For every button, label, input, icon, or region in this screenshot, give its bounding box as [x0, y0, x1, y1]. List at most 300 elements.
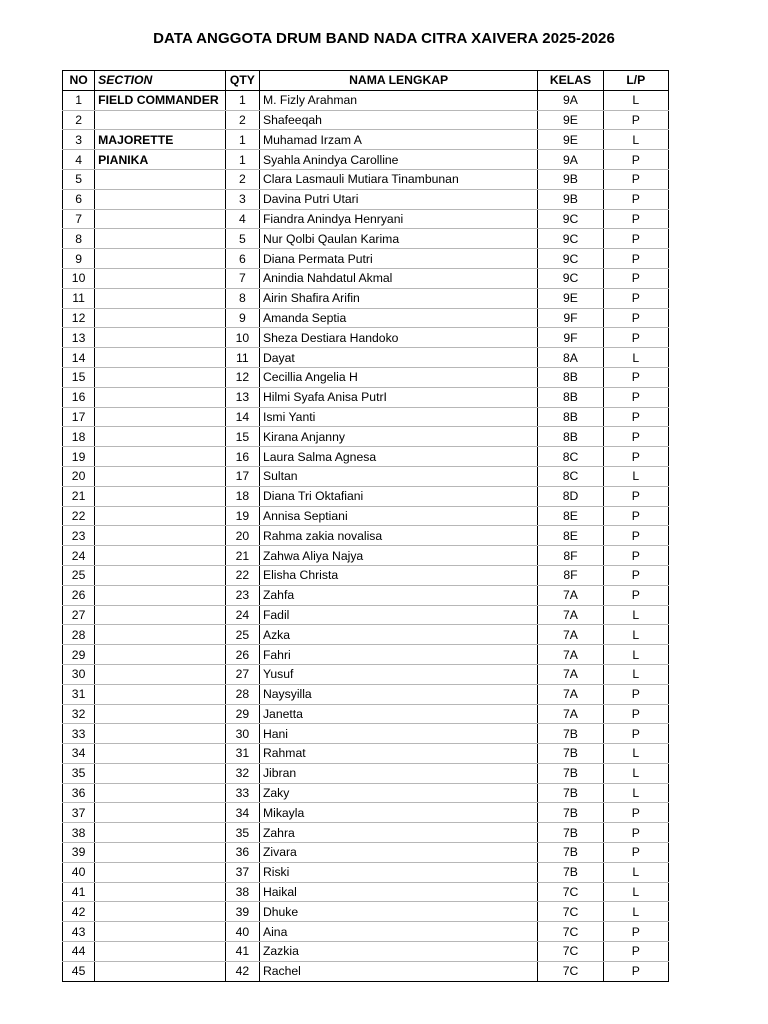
row-name: Airin Shafira Arifin [259, 288, 537, 308]
row-no: 38 [63, 823, 95, 843]
header-lp: L/P [603, 71, 668, 91]
row-name: Mikayla [259, 803, 537, 823]
row-no: 14 [63, 348, 95, 368]
row-kelas: 7A [538, 704, 603, 724]
table-row [63, 961, 669, 981]
row-kelas: 7B [538, 744, 603, 764]
row-qty: 1 [225, 90, 259, 110]
table-row [63, 427, 669, 447]
row-name: Annisa Septiani [259, 506, 537, 526]
row-qty: 40 [225, 922, 259, 942]
table-row [63, 546, 669, 566]
row-kelas: 7A [538, 684, 603, 704]
row-lp: L [603, 348, 668, 368]
row-qty: 38 [225, 882, 259, 902]
row-lp: P [603, 704, 668, 724]
row-qty: 22 [225, 565, 259, 585]
row-name: Anindia Nahdatul Akmal [259, 268, 537, 288]
row-no: 7 [63, 209, 95, 229]
row-lp: L [603, 130, 668, 150]
row-lp: P [603, 189, 668, 209]
row-name: M. Fizly Arahman [259, 90, 537, 110]
row-section [95, 882, 226, 902]
row-kelas: 8B [538, 367, 603, 387]
row-qty: 8 [225, 288, 259, 308]
row-section [95, 348, 226, 368]
row-lp: L [603, 882, 668, 902]
row-name: Diana Permata Putri [259, 249, 537, 269]
table-row [63, 506, 669, 526]
table-row [63, 150, 669, 170]
table-row [63, 902, 669, 922]
row-lp: L [603, 664, 668, 684]
row-qty: 36 [225, 843, 259, 863]
row-qty: 10 [225, 328, 259, 348]
row-name: Dayat [259, 348, 537, 368]
row-kelas: 9C [538, 249, 603, 269]
row-lp: L [603, 645, 668, 665]
table-row [63, 486, 669, 506]
row-lp: P [603, 922, 668, 942]
row-kelas: 8B [538, 387, 603, 407]
members-table [62, 70, 669, 982]
table-row [63, 466, 669, 486]
table-row [63, 803, 669, 823]
row-qty: 23 [225, 585, 259, 605]
row-kelas: 9E [538, 110, 603, 130]
row-name: Rahmat [259, 744, 537, 764]
row-qty: 24 [225, 605, 259, 625]
row-kelas: 9B [538, 189, 603, 209]
row-no: 44 [63, 942, 95, 962]
table-row [63, 684, 669, 704]
table-row [63, 447, 669, 467]
row-qty: 29 [225, 704, 259, 724]
row-no: 6 [63, 189, 95, 209]
table-row [63, 843, 669, 863]
row-no: 8 [63, 229, 95, 249]
row-lp: P [603, 803, 668, 823]
row-section [95, 506, 226, 526]
row-lp: P [603, 229, 668, 249]
table-row [63, 942, 669, 962]
row-no: 29 [63, 645, 95, 665]
row-kelas: 9B [538, 169, 603, 189]
row-lp: P [603, 268, 668, 288]
row-name: Ismi Yanti [259, 407, 537, 427]
row-lp: P [603, 961, 668, 981]
row-no: 11 [63, 288, 95, 308]
row-qty: 2 [225, 169, 259, 189]
row-lp: P [603, 328, 668, 348]
header-kelas: KELAS [538, 71, 603, 91]
table-row [63, 268, 669, 288]
row-name: Fadil [259, 605, 537, 625]
row-qty: 18 [225, 486, 259, 506]
row-section [95, 645, 226, 665]
row-section [95, 922, 226, 942]
row-section [95, 308, 226, 328]
table-row [63, 407, 669, 427]
table-body [63, 90, 669, 981]
row-no: 42 [63, 902, 95, 922]
row-no: 18 [63, 427, 95, 447]
row-name: Azka [259, 625, 537, 645]
row-section [95, 466, 226, 486]
row-kelas: 7C [538, 902, 603, 922]
row-section [95, 862, 226, 882]
row-no: 9 [63, 249, 95, 269]
row-lp: P [603, 209, 668, 229]
row-kelas: 8B [538, 407, 603, 427]
row-kelas: 8C [538, 447, 603, 467]
row-no: 20 [63, 466, 95, 486]
row-qty: 28 [225, 684, 259, 704]
row-name: Zivara [259, 843, 537, 863]
row-name: Amanda Septia [259, 308, 537, 328]
row-no: 16 [63, 387, 95, 407]
row-no: 37 [63, 803, 95, 823]
row-section [95, 367, 226, 387]
row-name: Janetta [259, 704, 537, 724]
table-row [63, 645, 669, 665]
row-no: 41 [63, 882, 95, 902]
row-kelas: 9A [538, 150, 603, 170]
row-qty: 13 [225, 387, 259, 407]
header-name: NAMA LENGKAP [259, 71, 537, 91]
row-kelas: 8B [538, 427, 603, 447]
row-qty: 37 [225, 862, 259, 882]
row-lp: L [603, 902, 668, 922]
row-section [95, 823, 226, 843]
row-no: 25 [63, 565, 95, 585]
row-section [95, 546, 226, 566]
row-name: Hilmi Syafa Anisa PutrI [259, 387, 537, 407]
row-section [95, 110, 226, 130]
table-row [63, 862, 669, 882]
row-lp: P [603, 565, 668, 585]
table-row [63, 110, 669, 130]
row-section [95, 803, 226, 823]
row-section [95, 605, 226, 625]
document-title: DATA ANGGOTA DRUM BAND NADA CITRA XAIVERA 2025-2026 [153, 30, 615, 47]
row-no: 15 [63, 367, 95, 387]
row-qty: 7 [225, 268, 259, 288]
row-kelas: 7A [538, 664, 603, 684]
header-qty: QTY [225, 71, 259, 91]
row-name: Diana Tri Oktafiani [259, 486, 537, 506]
row-kelas: 8F [538, 565, 603, 585]
row-section [95, 189, 226, 209]
row-kelas: 7A [538, 585, 603, 605]
row-no: 40 [63, 862, 95, 882]
row-kelas: 7C [538, 942, 603, 962]
row-kelas: 8F [538, 546, 603, 566]
table-row [63, 823, 669, 843]
row-name: Muhamad Irzam A [259, 130, 537, 150]
row-name: Rahma zakia novalisa [259, 526, 537, 546]
row-name: Syahla Anindya Carolline [259, 150, 537, 170]
table-row [63, 189, 669, 209]
row-qty: 39 [225, 902, 259, 922]
table-row [63, 922, 669, 942]
row-no: 5 [63, 169, 95, 189]
table-row [63, 783, 669, 803]
row-name: Haikal [259, 882, 537, 902]
table-row [63, 367, 669, 387]
row-kelas: 8E [538, 506, 603, 526]
row-qty: 33 [225, 783, 259, 803]
row-no: 10 [63, 268, 95, 288]
row-no: 19 [63, 447, 95, 467]
row-section [95, 288, 226, 308]
table-row [63, 249, 669, 269]
row-name: Zahra [259, 823, 537, 843]
row-section [95, 169, 226, 189]
row-name: Zahfa [259, 585, 537, 605]
row-lp: L [603, 625, 668, 645]
row-no: 34 [63, 744, 95, 764]
row-name: Shafeeqah [259, 110, 537, 130]
row-kelas: 7A [538, 625, 603, 645]
row-qty: 34 [225, 803, 259, 823]
row-kelas: 8E [538, 526, 603, 546]
table-row [63, 744, 669, 764]
row-no: 2 [63, 110, 95, 130]
row-qty: 30 [225, 724, 259, 744]
row-name: Dhuke [259, 902, 537, 922]
row-section [95, 209, 226, 229]
row-section [95, 625, 226, 645]
header-no: NO [63, 71, 95, 91]
table-row [63, 328, 669, 348]
row-section [95, 565, 226, 585]
row-lp: P [603, 447, 668, 467]
row-no: 17 [63, 407, 95, 427]
row-qty: 32 [225, 763, 259, 783]
row-name: Yusuf [259, 664, 537, 684]
row-no: 43 [63, 922, 95, 942]
row-name: Laura Salma Agnesa [259, 447, 537, 467]
table-row [63, 348, 669, 368]
row-qty: 20 [225, 526, 259, 546]
row-section: FIELD COMMANDER [95, 90, 226, 110]
row-section [95, 843, 226, 863]
table-row [63, 130, 669, 150]
row-name: Elisha Christa [259, 565, 537, 585]
row-no: 4 [63, 150, 95, 170]
row-name: Davina Putri Utari [259, 189, 537, 209]
row-section [95, 744, 226, 764]
row-name: Sheza Destiara Handoko [259, 328, 537, 348]
row-no: 30 [63, 664, 95, 684]
row-kelas: 9C [538, 209, 603, 229]
row-qty: 25 [225, 625, 259, 645]
row-kelas: 7A [538, 645, 603, 665]
row-kelas: 9C [538, 229, 603, 249]
row-kelas: 9A [538, 90, 603, 110]
row-lp: P [603, 308, 668, 328]
row-name: Cecillia Angelia H [259, 367, 537, 387]
row-lp: P [603, 546, 668, 566]
row-section [95, 942, 226, 962]
row-qty: 27 [225, 664, 259, 684]
row-kelas: 7B [538, 843, 603, 863]
row-lp: P [603, 724, 668, 744]
row-section [95, 902, 226, 922]
row-lp: P [603, 288, 668, 308]
row-kelas: 8D [538, 486, 603, 506]
row-section [95, 229, 226, 249]
row-qty: 6 [225, 249, 259, 269]
row-kelas: 7C [538, 961, 603, 981]
row-no: 39 [63, 843, 95, 863]
row-kelas: 8A [538, 348, 603, 368]
row-section [95, 783, 226, 803]
table-row [63, 585, 669, 605]
row-lp: P [603, 942, 668, 962]
row-lp: P [603, 526, 668, 546]
row-lp: P [603, 407, 668, 427]
row-lp: P [603, 823, 668, 843]
header-section: SECTION [95, 71, 226, 91]
row-no: 26 [63, 585, 95, 605]
row-section [95, 763, 226, 783]
row-name: Fahri [259, 645, 537, 665]
row-lp: P [603, 367, 668, 387]
row-kelas: 9C [538, 268, 603, 288]
row-lp: L [603, 90, 668, 110]
row-name: Zahwa Aliya Najya [259, 546, 537, 566]
row-kelas: 7B [538, 724, 603, 744]
row-lp: L [603, 605, 668, 625]
row-lp: P [603, 249, 668, 269]
row-name: Kirana Anjanny [259, 427, 537, 447]
row-qty: 4 [225, 209, 259, 229]
table-row [63, 605, 669, 625]
row-no: 31 [63, 684, 95, 704]
row-qty: 17 [225, 466, 259, 486]
row-section [95, 684, 226, 704]
row-qty: 26 [225, 645, 259, 665]
row-section [95, 526, 226, 546]
row-kelas: 9E [538, 288, 603, 308]
row-lp: P [603, 169, 668, 189]
row-lp: P [603, 150, 668, 170]
table-row [63, 308, 669, 328]
row-section [95, 328, 226, 348]
table-row [63, 229, 669, 249]
table-row [63, 90, 669, 110]
row-qty: 11 [225, 348, 259, 368]
row-section [95, 447, 226, 467]
row-kelas: 7C [538, 922, 603, 942]
row-name: Zazkia [259, 942, 537, 962]
row-kelas: 7B [538, 763, 603, 783]
row-section [95, 249, 226, 269]
row-name: Clara Lasmauli Mutiara Tinambunan [259, 169, 537, 189]
row-kelas: 7B [538, 823, 603, 843]
row-qty: 31 [225, 744, 259, 764]
row-kelas: 9E [538, 130, 603, 150]
table-row [63, 704, 669, 724]
row-section [95, 427, 226, 447]
row-section [95, 585, 226, 605]
row-qty: 14 [225, 407, 259, 427]
row-lp: P [603, 843, 668, 863]
table-row [63, 169, 669, 189]
row-section [95, 268, 226, 288]
table-row [63, 288, 669, 308]
row-no: 36 [63, 783, 95, 803]
row-qty: 5 [225, 229, 259, 249]
row-qty: 19 [225, 506, 259, 526]
row-lp: L [603, 466, 668, 486]
row-kelas: 9F [538, 308, 603, 328]
row-lp: P [603, 110, 668, 130]
table-row [63, 209, 669, 229]
row-qty: 9 [225, 308, 259, 328]
row-no: 12 [63, 308, 95, 328]
row-qty: 12 [225, 367, 259, 387]
row-no: 27 [63, 605, 95, 625]
row-qty: 15 [225, 427, 259, 447]
row-no: 24 [63, 546, 95, 566]
row-name: Riski [259, 862, 537, 882]
table-row [63, 763, 669, 783]
row-qty: 35 [225, 823, 259, 843]
row-qty: 42 [225, 961, 259, 981]
row-name: Naysyilla [259, 684, 537, 704]
row-section [95, 486, 226, 506]
row-kelas: 7B [538, 803, 603, 823]
row-kelas: 7B [538, 862, 603, 882]
table-row [63, 882, 669, 902]
row-section [95, 387, 226, 407]
table-row [63, 526, 669, 546]
row-lp: P [603, 387, 668, 407]
row-no: 23 [63, 526, 95, 546]
row-no: 21 [63, 486, 95, 506]
row-section [95, 724, 226, 744]
row-section: MAJORETTE [95, 130, 226, 150]
row-section [95, 704, 226, 724]
table-header-row [63, 71, 669, 91]
table-row [63, 724, 669, 744]
row-no: 22 [63, 506, 95, 526]
row-no: 13 [63, 328, 95, 348]
row-lp: L [603, 763, 668, 783]
row-no: 28 [63, 625, 95, 645]
row-lp: P [603, 585, 668, 605]
table-row [63, 664, 669, 684]
row-section: PIANIKA [95, 150, 226, 170]
row-no: 32 [63, 704, 95, 724]
row-section [95, 664, 226, 684]
row-name: Rachel [259, 961, 537, 981]
row-no: 3 [63, 130, 95, 150]
row-qty: 41 [225, 942, 259, 962]
row-lp: P [603, 486, 668, 506]
row-qty: 1 [225, 150, 259, 170]
row-no: 33 [63, 724, 95, 744]
row-lp: L [603, 744, 668, 764]
row-kelas: 7B [538, 783, 603, 803]
row-kelas: 7A [538, 605, 603, 625]
row-name: Jibran [259, 763, 537, 783]
row-name: Aina [259, 922, 537, 942]
row-lp: P [603, 427, 668, 447]
